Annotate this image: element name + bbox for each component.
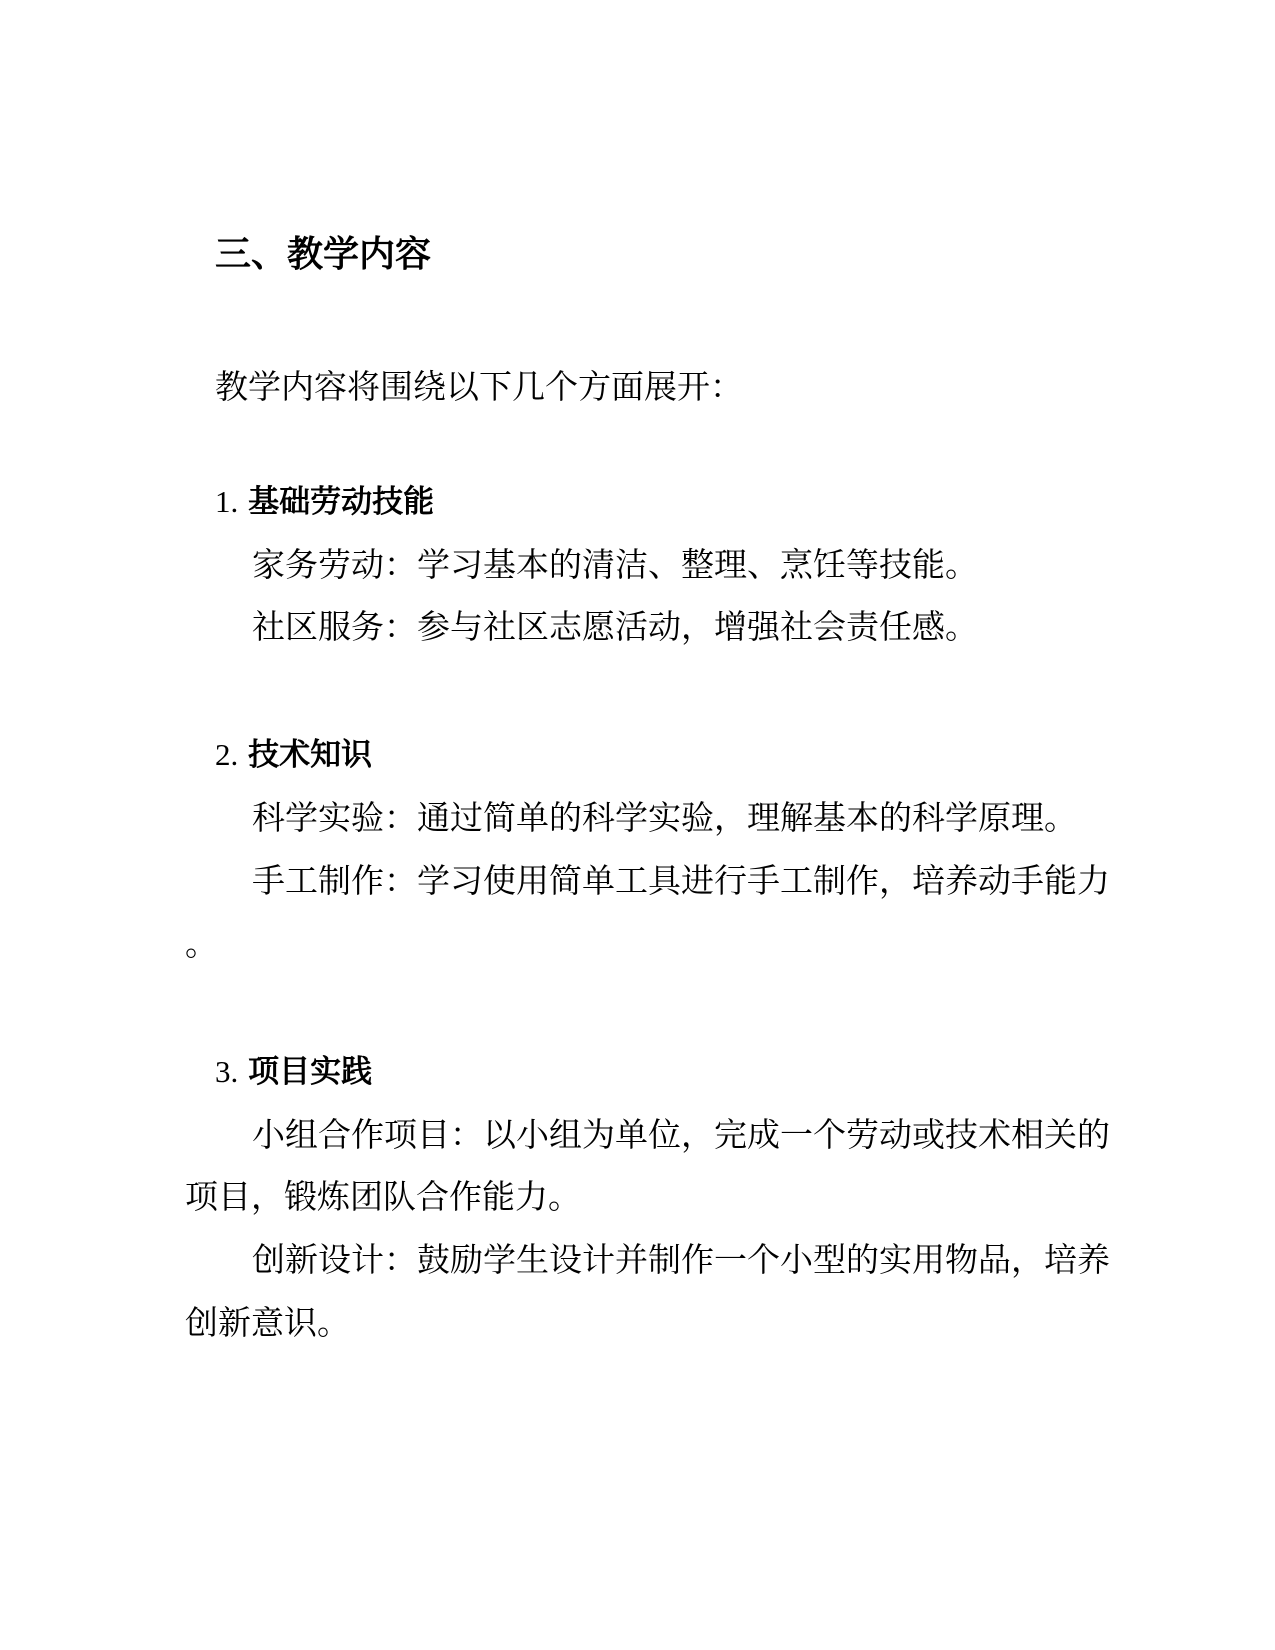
section-1-title [215, 482, 434, 522]
section-3-line-3: 创新设计：鼓励学生设计并制作一个小型的实用物品，培养 [252, 1240, 1110, 1279]
intro-paragraph: 教学内容将围绕以下几个方面展开： [215, 367, 743, 406]
section-3-number: 3. [215, 1054, 239, 1089]
section-3-line-4: 创新意识。 [185, 1303, 350, 1342]
section-2-line-1: 科学实验：通过简单的科学实验，理解基本的科学原理。 [252, 798, 1077, 837]
section-1-line-1: 家务劳动：学习基本的清洁、整理、烹饪等技能。 [252, 545, 978, 584]
section-2-title-text: 技术知识 [248, 737, 373, 773]
section-2-line-2: 手工制作：学习使用简单工具进行手工制作，培养动手能力 [252, 861, 1110, 900]
section-1-number: 1. [215, 484, 239, 519]
section-2-line-3: 。 [185, 924, 218, 963]
section-heading: 三、教学内容 [215, 234, 432, 275]
section-3-line-1: 小组合作项目：以小组为单位，完成一个劳动或技术相关的 [252, 1115, 1110, 1154]
section-2-number: 2. [215, 737, 239, 772]
section-3-title [215, 1052, 372, 1092]
section-2-title [215, 735, 372, 775]
section-1-line-2: 社区服务：参与社区志愿活动，增强社会责任感。 [252, 607, 978, 646]
section-3-title-text: 项目实践 [248, 1054, 373, 1090]
section-3-line-2: 项目，锻炼团队合作能力。 [185, 1177, 581, 1216]
section-1-title-text: 基础劳动技能 [248, 484, 435, 520]
